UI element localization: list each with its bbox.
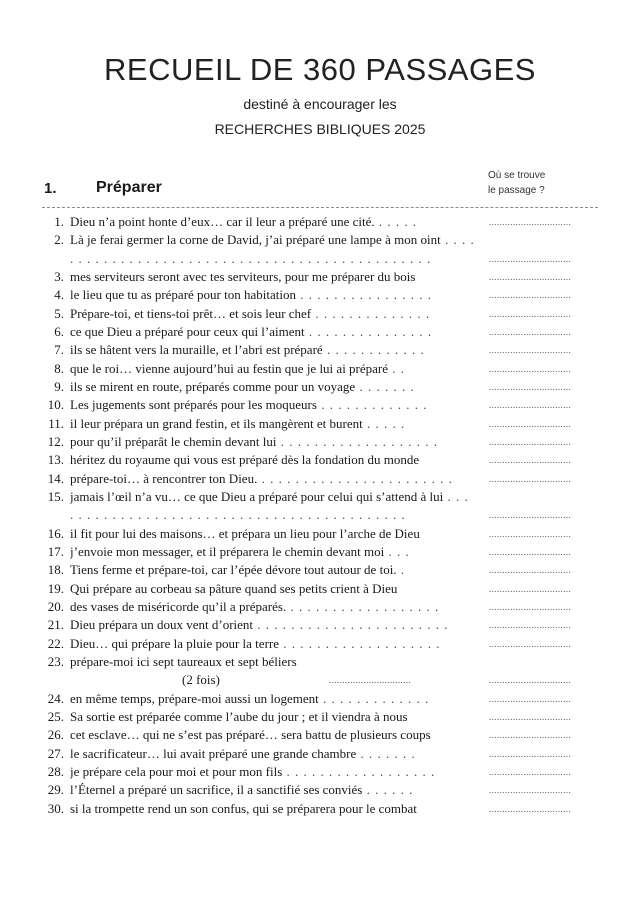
passage-number: 16. [47, 525, 64, 541]
passage-quote: en même temps, prépare-moi aussi un logement [70, 690, 319, 706]
passage-number: 8. [54, 360, 64, 376]
subtitle-line-2: RECHERCHES BIBLIQUES 2025 [214, 121, 426, 137]
passage-row [0, 396, 640, 414]
passage-row [0, 598, 640, 616]
passage-number: 26. [47, 727, 64, 743]
passage-quote: Tiens ferme et prépare-toi, car l’épée dévore tout autour de toi. [70, 562, 397, 578]
passage-text [70, 360, 475, 378]
passage-row [0, 451, 640, 469]
dot-leader: . . . . . [362, 415, 406, 431]
dot-leader: . . . . . . . . . . . . . [316, 397, 428, 413]
passage-number: 19. [47, 580, 64, 596]
passage-text [70, 488, 475, 525]
answer-blank[interactable]: ............................... [489, 675, 572, 686]
answer-blank[interactable]: ............................... [489, 803, 572, 814]
document-title: RECUEIL DE 360 PASSAGES [104, 52, 536, 87]
passage-quote: Dieu… qui prépare la pluie pour la terre [70, 635, 279, 651]
passage-number: 30. [47, 800, 64, 816]
answer-blank[interactable]: ............................... [489, 766, 572, 777]
passage-number: 13. [47, 452, 64, 468]
passage-text [70, 763, 475, 781]
dot-leader: . . . . . . . . . . . . . . . . . . [282, 763, 436, 779]
section-divider [42, 207, 598, 208]
passage-quote: Sa sortie est préparée comme l’aube du jour ; et il viendra à nous [70, 708, 408, 724]
passage-quote: Dieu n’a point honte d’eux… car il leur a préparé une cité. [70, 214, 375, 229]
answer-blank[interactable]: ............................... [489, 345, 572, 356]
passage-row [0, 433, 640, 451]
passage-quote: cet esclave… qui ne s’est pas préparé… sera battu de plusieurs coups [70, 727, 431, 743]
dot-leader: . . . . . . . . . . . . . . . . [295, 287, 432, 303]
passage-number: 27. [47, 745, 64, 761]
passage-quote: ils se hâtent vers la muraille, et l’abri est préparé [70, 342, 323, 358]
passage-quote: pour qu’il préparât le chemin devant lui [70, 433, 277, 449]
passage-row [0, 781, 640, 799]
passage-row [0, 745, 640, 763]
answer-blank[interactable]: ............................... [489, 290, 572, 301]
answer-blank[interactable]: ............................... [489, 546, 572, 557]
repeat-note: (2 fois) [182, 672, 220, 688]
passage-row [0, 635, 640, 653]
passage-number: 21. [47, 617, 64, 633]
passage-quote: héritez du royaume qui vous est préparé dès la fondation du monde [70, 452, 420, 468]
answer-blank[interactable]: ............................... [489, 693, 572, 704]
dot-leader: . . . . . . . . . . . . . . [311, 305, 431, 321]
passage-text [70, 690, 475, 708]
passage-list [0, 213, 640, 818]
passage-row [0, 378, 640, 396]
passage-quote: Dieu prépara un doux vent d’orient [70, 617, 254, 633]
passage-row [0, 305, 640, 323]
passage-text [70, 635, 475, 653]
passage-row [0, 323, 640, 341]
answer-blank[interactable]: ............................... [489, 748, 572, 759]
passage-quote: jamais l’œil n’a vu… ce que Dieu a préparé pour celui qui s’attend à lui [70, 488, 444, 504]
answer-blank[interactable]: ............................... [489, 308, 572, 319]
passage-number: 12. [47, 433, 64, 449]
answer-blank[interactable]: ............................... [489, 436, 572, 447]
passage-quote: ils se mirent en route, préparés comme pour un voyage [70, 378, 356, 394]
passage-number: 3. [54, 268, 64, 284]
passage-row [0, 341, 640, 359]
answer-blank[interactable]: ............................... [489, 326, 572, 337]
passage-number: 1. [54, 214, 64, 229]
passage-text [70, 616, 475, 634]
passage-quote: Là je ferai germer la corne de David, j’ai préparé une lampe à mon oint [70, 232, 441, 248]
passage-text [70, 231, 475, 268]
passage-number: 20. [47, 598, 64, 614]
answer-blank[interactable]: ............................... [489, 528, 572, 539]
passage-quote: il fit pour lui des maisons… et prépara un lieu pour l’arche de Dieu [70, 525, 420, 541]
dot-leader: . . . . . . . . . . . . . . . . . . . . . . . [257, 470, 453, 486]
passage-number: 14. [47, 470, 64, 486]
passage-number: 23. [47, 653, 64, 669]
answer-blank[interactable]: ............................... [489, 400, 572, 411]
passage-text [70, 268, 475, 286]
dot-leader: . . . . . . . . . . . . . . . . . . . [276, 433, 438, 449]
passage-number: 22. [47, 635, 64, 651]
passage-text [70, 543, 475, 561]
passage-number: 4. [54, 287, 64, 303]
passage-text [70, 286, 475, 304]
passage-row [0, 286, 640, 304]
passage-number: 29. [47, 782, 64, 798]
passage-number: 10. [47, 397, 64, 413]
passage-text [70, 580, 475, 598]
passage-row [0, 268, 640, 286]
passage-quote: il leur prépara un grand festin, et ils mangèrent et burent [70, 415, 363, 431]
answer-blank[interactable]: ............................... [489, 730, 572, 741]
dot-leader: . . . . . . . . . . . . . . . . . . . [279, 635, 441, 651]
passage-row [0, 616, 640, 634]
dot-leader: . . . . . . . . . . . . . . . . . . . . . . . . . . . . . . . . . . . . . . . . . . . . . . . [70, 232, 475, 266]
passage-text [70, 341, 475, 359]
passage-quote: j’envoie mon messager, et il préparera le chemin devant moi [70, 543, 385, 559]
passage-row [0, 726, 640, 744]
passage-row [0, 543, 640, 561]
answer-blank[interactable]: ............................... [489, 418, 572, 429]
second-answer-blank[interactable]: ............................... [329, 675, 412, 686]
passage-text [70, 396, 475, 414]
passage-number: 25. [47, 708, 64, 724]
passage-number: 11. [48, 415, 64, 431]
passage-text [70, 525, 475, 543]
passage-row [0, 525, 640, 543]
passage-row [0, 213, 640, 231]
passage-text [70, 213, 475, 231]
passage-text [70, 415, 475, 433]
dot-leader: . . . . . . [362, 782, 414, 798]
passage-quote: que le roi… vienne aujourd’hui au festin que je lui ai préparé [70, 360, 389, 376]
passage-quote: si la trompette rend un son confus, qui se préparera pour le combat [70, 800, 417, 816]
dot-leader: . . . . . . . . . . . . . . . . . . . . . . . . . . . . . . . . . . . . . . . . . . . [70, 488, 469, 523]
dot-leader: . . . . . [374, 214, 418, 229]
passage-row [0, 763, 640, 781]
passage-row [0, 580, 640, 598]
answer-blank[interactable]: ............................... [489, 455, 572, 466]
dot-leader: . . . . . . . . . . . . . . . [304, 323, 433, 339]
passage-row [0, 415, 640, 433]
column-header-line-2: le passage ? [488, 185, 545, 196]
subtitle-line-1: destiné à encourager les [243, 96, 397, 112]
passage-number: 24. [47, 690, 64, 706]
passage-number: 7. [54, 342, 64, 358]
passage-quote: je prépare cela pour moi et pour mon fils [70, 763, 283, 779]
passage-text [70, 378, 475, 396]
passage-number: 15. [47, 488, 64, 504]
passage-number: 28. [47, 763, 64, 779]
dot-leader: . [396, 562, 406, 578]
passage-number: 18. [47, 562, 64, 578]
passage-quote: mes serviteurs seront avec tes serviteurs, pour me préparer du bois [70, 268, 416, 284]
passage-text [70, 653, 475, 671]
passage-text [70, 433, 475, 451]
dot-leader: . . . . . . . . . . . . . . . . . . . . . . . [253, 617, 449, 633]
passage-row [0, 690, 640, 708]
answer-blank[interactable]: ............................... [489, 217, 572, 227]
column-header-line-1: Où se trouve [488, 170, 546, 181]
passage-text [70, 800, 475, 818]
passage-row [0, 488, 640, 525]
passage-row [0, 653, 640, 690]
section-title: Préparer [96, 179, 162, 196]
answer-blank[interactable]: ............................... [489, 271, 572, 282]
passage-row [0, 470, 640, 488]
answer-blank[interactable]: ............................... [489, 711, 572, 722]
passage-quote: le lieu que tu as préparé pour ton habitation [70, 287, 296, 303]
answer-blank[interactable]: ............................... [489, 363, 572, 374]
passage-text [70, 598, 475, 616]
passage-row [0, 561, 640, 579]
passage-number: 9. [54, 378, 64, 394]
passage-row [0, 360, 640, 378]
dot-leader: . . . . . . . . . . . . . . . . . . [286, 598, 440, 614]
passage-quote: prépare-toi… à rencontrer ton Dieu. [70, 470, 258, 486]
answer-blank[interactable]: ............................... [489, 510, 572, 521]
answer-blank[interactable]: ............................... [489, 785, 572, 796]
passage-row [0, 708, 640, 726]
passage-quote: Les jugements sont préparés pour les moqueurs [70, 397, 317, 413]
dot-leader: . . . . . . . [355, 378, 415, 394]
passage-number: 2. [54, 232, 64, 248]
passage-text [70, 726, 475, 744]
dot-leader: . . . [384, 543, 410, 559]
answer-blank[interactable]: ............................... [489, 565, 572, 576]
passage-quote: ce que Dieu a préparé pour ceux qui l’aiment [70, 323, 305, 339]
answer-blank[interactable]: ............................... [489, 381, 572, 392]
dot-leader: . . . . . . . . . . . . . [318, 690, 430, 706]
dot-leader: . . . . . . . . . . . . [322, 342, 425, 358]
passage-row [0, 800, 640, 818]
passage-text [70, 745, 475, 763]
passage-text [70, 305, 475, 323]
passage-text [70, 708, 475, 726]
answer-blank[interactable]: ............................... [489, 473, 572, 484]
passage-text [70, 451, 475, 469]
passage-quote: l’Éternel a préparé un sacrifice, il a sanctifié ses conviés [70, 782, 363, 798]
passage-quote: Prépare-toi, et tiens-toi prêt… et sois leur chef [70, 305, 312, 321]
passage-number: 6. [54, 323, 64, 339]
answer-blank[interactable]: ............................... [489, 620, 572, 631]
passage-quote: prépare-moi ici sept taureaux et sept béliers [70, 653, 297, 669]
answer-blank[interactable]: ............................... [489, 638, 572, 649]
passage-text [70, 470, 475, 488]
answer-blank[interactable]: ............................... [489, 583, 572, 594]
passage-text [70, 323, 475, 341]
passage-text [70, 781, 475, 799]
passage-number: 17. [47, 543, 64, 559]
passage-text [70, 561, 475, 579]
passage-quote: le sacrificateur… lui avait préparé une grande chambre [70, 745, 357, 761]
passage-number: 5. [54, 305, 64, 321]
answer-blank[interactable]: ............................... [489, 253, 572, 264]
dot-leader: . . [388, 360, 406, 376]
passage-row [0, 231, 640, 268]
column-header-where [488, 168, 598, 198]
answer-blank[interactable]: ............................... [489, 601, 572, 612]
passage-quote: Qui prépare au corbeau sa pâture quand ses petits crient à Dieu [70, 580, 398, 596]
passage-quote: des vases de miséricorde qu’il a préparés. [70, 598, 287, 614]
section-number: 1. [44, 180, 57, 197]
dot-leader: . . . . . . . [356, 745, 416, 761]
